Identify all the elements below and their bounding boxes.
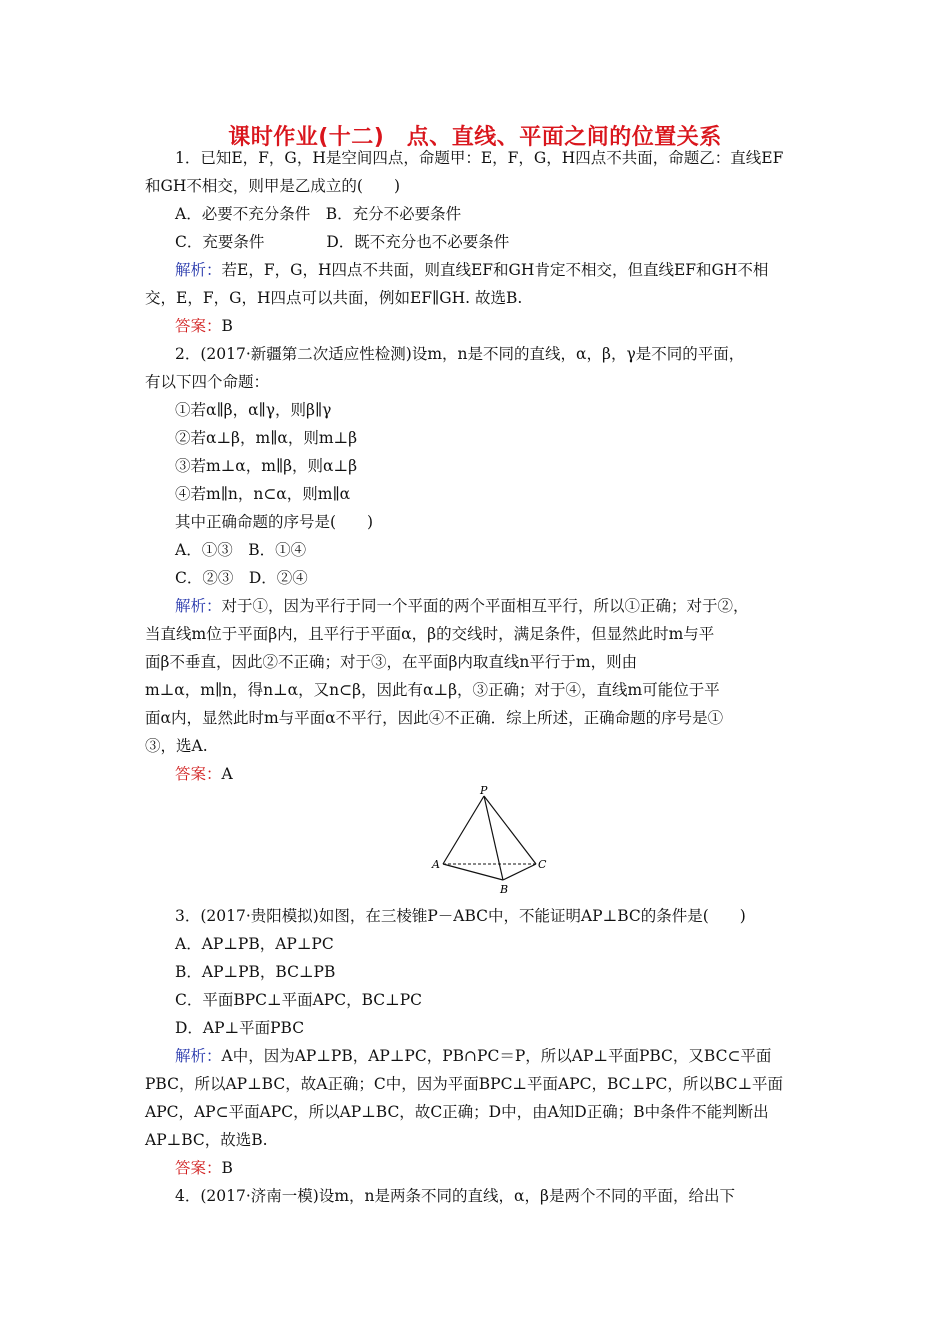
- q2-proposition-2: ②若α⊥β，m∥α，则m⊥β: [175, 429, 358, 447]
- q3-analysis-line-3: APC，AP⊂平面APC，所以AP⊥BC，故C正确；D中，由A知D正确；B中条件不能判断出: [145, 1103, 769, 1121]
- q2-analysis-line-1: [175, 596, 840, 616]
- q2-proposition-4: ④若m∥n，n⊂α，则m∥α: [175, 485, 351, 503]
- edge-bc: [503, 864, 536, 880]
- answer-label: 答案：: [175, 317, 222, 335]
- q3-option-a: A．AP⊥PB，AP⊥PC: [175, 935, 334, 953]
- vertex-label-b: B: [500, 883, 509, 896]
- q1-options-ab: A．必要不充分条件 B．充分不必要条件: [175, 205, 462, 223]
- q2-stem-line-2: 有以下四个命题：: [145, 373, 270, 391]
- q1-options-cd: C．充要条件 D．既不充分也不必要条件: [175, 233, 510, 251]
- q2-answer-value: A: [221, 765, 233, 783]
- q2-analysis-line-3: 面β不垂直，因此②不正确；对于③，在平面β内取直线n平行于m，则由: [145, 653, 638, 671]
- q1-stem-line-1: 1．已知E，F，G，H是空间四点，命题甲：E，F，G，H四点不共面，命题乙：直线EF: [175, 149, 784, 167]
- q3-option-d: D．AP⊥平面PBC: [175, 1019, 305, 1037]
- q1-answer: [175, 316, 840, 336]
- q2-options-cd: C．②③ D．②④: [175, 569, 308, 587]
- q1-analysis-line-2: 交，E，F，G，H四点可以共面，例如EF∥GH. 故选B.: [145, 289, 523, 307]
- q3-answer-value: B: [221, 1159, 233, 1177]
- analysis-label: 解析：: [175, 1047, 222, 1065]
- q2-answer: [175, 764, 840, 784]
- q3-option-c: C．平面BPC⊥平面APC，BC⊥PC: [175, 991, 423, 1009]
- q3-analysis-text-1: A中，因为AP⊥PB，AP⊥PC，PB∩PC＝P，所以AP⊥平面PBC，又BC⊂平面: [221, 1047, 772, 1065]
- q2-analysis-line-6: ③，选A.: [145, 737, 208, 755]
- q2-options-ab: A．①③ B．①④: [175, 541, 307, 559]
- q3-analysis-line-1: [175, 1046, 840, 1066]
- q2-analysis-line-2: 当直线m位于平面β内，且平行于平面α，β的交线时，满足条件，但显然此时m与平: [145, 625, 715, 643]
- q3-analysis-line-2: PBC，所以AP⊥BC，故A正确；C中，因为平面BPC⊥平面APC，BC⊥PC，所以BC⊥平面: [145, 1075, 784, 1093]
- q2-analysis-line-4: m⊥α，m∥n，得n⊥α，又n⊂β，因此有α⊥β，③正确；对于④，直线m可能位于平: [145, 681, 720, 699]
- analysis-label: 解析：: [175, 597, 222, 615]
- q3-analysis-line-4: AP⊥BC，故选B.: [145, 1131, 268, 1149]
- q2-proposition-3: ③若m⊥α，m∥β，则α⊥β: [175, 457, 358, 475]
- vertex-label-c: C: [538, 858, 547, 871]
- edge-ab: [443, 864, 503, 880]
- pyramid-figure: [430, 786, 550, 900]
- q3-answer: [175, 1158, 840, 1178]
- q3-stem: 3．(2017·贵阳模拟)如图，在三棱锥P－ABC中，不能证明AP⊥BC的条件是( ): [175, 907, 746, 925]
- q2-analysis-text-1: 对于①，因为平行于同一个平面的两个平面相互平行，所以①正确；对于②，: [221, 597, 749, 615]
- q2-analysis-line-5: 面α内，显然此时m与平面α不平行，因此④不正确．综上所述，正确命题的序号是①: [145, 709, 724, 727]
- answer-label: 答案：: [175, 765, 222, 783]
- vertex-label-p: P: [480, 786, 488, 797]
- q4-stem-line-1: 4．(2017·济南一模)设m，n是两条不同的直线，α，β是两个不同的平面，给出下: [175, 1187, 735, 1205]
- q3-option-b: B．AP⊥PB，BC⊥PB: [175, 963, 336, 981]
- analysis-label: 解析：: [175, 261, 222, 279]
- edge-pa: [443, 796, 484, 864]
- q2-proposition-1: ①若α∥β，α∥γ，则β∥γ: [175, 401, 332, 419]
- q1-answer-value: B: [221, 317, 233, 335]
- page-title: 课时作业(十二) 点、直线、平面之间的位置关系: [228, 125, 722, 150]
- answer-label: 答案：: [175, 1159, 222, 1177]
- q2-ask: 其中正确命题的序号是( ): [175, 513, 374, 531]
- vertex-label-a: A: [432, 858, 440, 871]
- q1-analysis-text-1: 若E，F，G，H四点不共面，则直线EF和GH肯定不相交，但直线EF和GH不相: [221, 261, 769, 279]
- q1-stem-line-2: 和GH不相交，则甲是乙成立的( ): [145, 177, 400, 195]
- q1-analysis-line-1: [175, 260, 840, 280]
- q2-stem-line-1: 2．(2017·新疆第二次适应性检测)设m，n是不同的直线，α，β，γ是不同的平面，: [175, 345, 745, 363]
